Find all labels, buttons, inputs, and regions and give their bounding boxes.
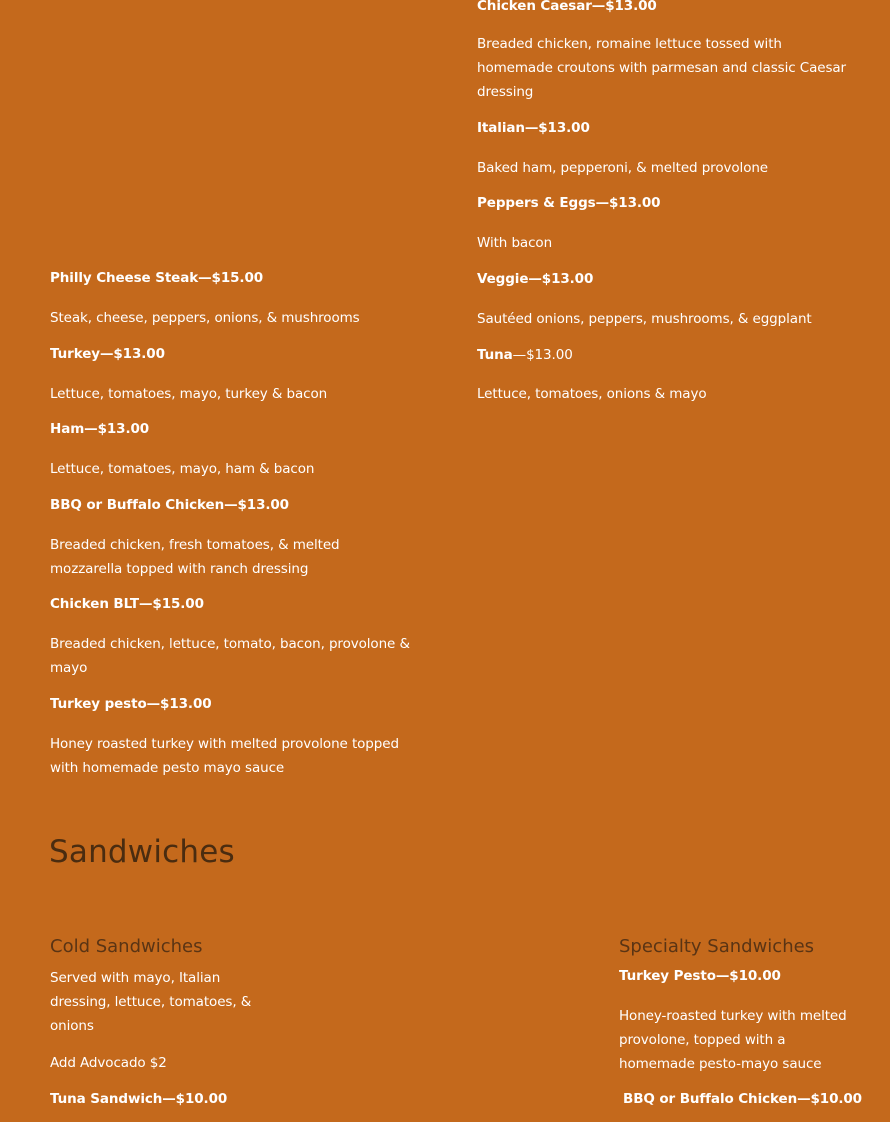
menu-item-title: Italian—$13.00: [477, 120, 590, 136]
menu-item-price: —$13.00: [512, 347, 573, 363]
menu-item-description: Honey roasted turkey with melted provolone topped with homemade pesto mayo sauce: [50, 736, 399, 776]
menu-item-title: Tuna Sandwich—$10.00: [50, 1091, 228, 1107]
menu-item-title: Turkey Pesto—$10.00: [619, 968, 781, 984]
section-heading: Sandwiches: [49, 834, 235, 870]
menu-item-title: Chicken Caesar—$13.00: [477, 0, 657, 14]
addon-note: Add Advocado $2: [50, 1055, 167, 1071]
menu-item-name: Tuna: [477, 347, 513, 363]
menu-item-title: Turkey—$13.00: [50, 346, 165, 362]
menu-item-description: Lettuce, tomatoes, onions & mayo: [477, 386, 707, 402]
subsection-heading: Specialty Sandwiches: [619, 936, 815, 957]
menu-item-description: Breaded chicken, lettuce, tomato, bacon, provolone & mayo: [50, 636, 410, 676]
menu-item-description: Lettuce, tomatoes, mayo, turkey & bacon: [50, 386, 328, 402]
menu-item-description: Breaded chicken, fresh tomatoes, & melted mozzarella topped with ranch dressing: [50, 537, 340, 577]
menu-item-title: Veggie—$13.00: [477, 271, 594, 287]
menu-item-title: BBQ or Buffalo Chicken—$10.00: [623, 1091, 862, 1107]
menu-item-description: With bacon: [477, 235, 553, 251]
subsection-heading: Cold Sandwiches: [50, 936, 203, 957]
menu-item-title: BBQ or Buffalo Chicken—$13.00: [50, 497, 289, 513]
menu-item-title: Philly Cheese Steak—$15.00: [50, 270, 264, 286]
menu-item-title: Peppers & Eggs—$13.00: [477, 195, 661, 211]
menu-item-description: Baked ham, pepperoni, & melted provolone: [477, 160, 769, 176]
menu-item-title: Turkey pesto—$13.00: [50, 696, 212, 712]
subsection-intro: Served with mayo, Italian dressing, lettuce, tomatoes, & onions: [50, 970, 252, 1034]
menu-item-description: Sautéed onions, peppers, mushrooms, & eggplant: [477, 311, 812, 327]
menu-item-description: Steak, cheese, peppers, onions, & mushrooms: [50, 310, 360, 326]
menu-item-title: Chicken BLT—$15.00: [50, 596, 204, 612]
menu-item-description: Breaded chicken, romaine lettuce tossed with homemade croutons with parmesan and classic Caesar dressing: [477, 36, 847, 100]
menu-item-title: Ham—$13.00: [50, 421, 150, 437]
menu-item-description: Lettuce, tomatoes, mayo, ham & bacon: [50, 461, 315, 477]
menu-item-description: Honey-roasted turkey with melted provolone, topped with a homemade pesto-mayo sauce: [619, 1008, 847, 1072]
menu-item-title: [477, 347, 573, 363]
